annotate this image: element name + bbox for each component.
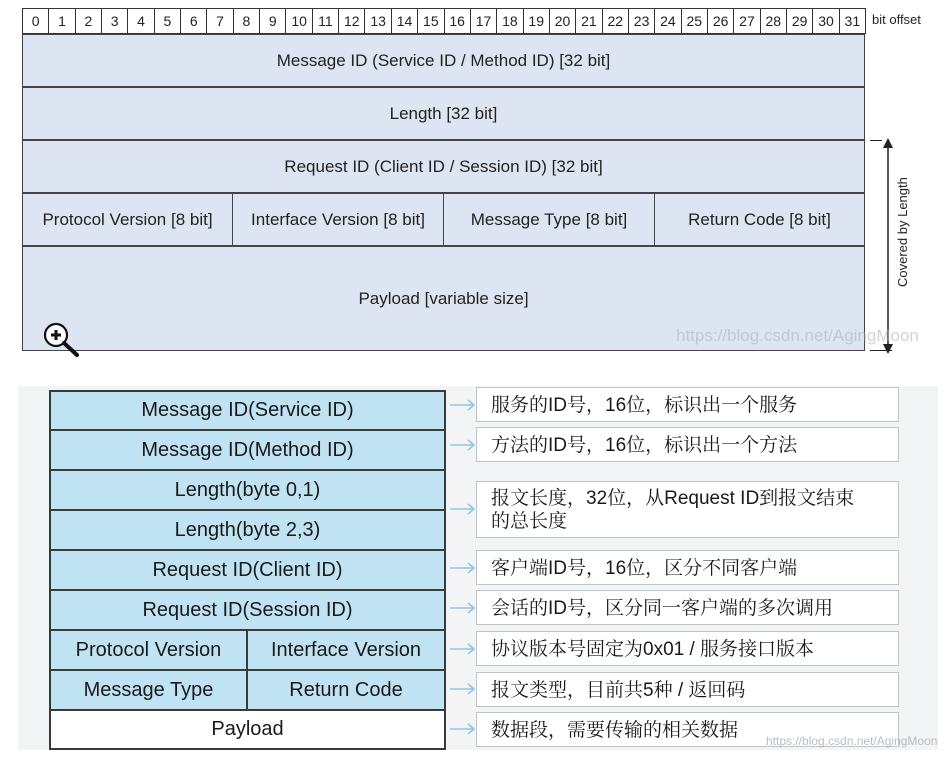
desc-version-text: 协议版本号固定为0x01 / 服务接口版本 xyxy=(491,639,815,660)
bit-number: 3 xyxy=(101,8,128,34)
arrow-version xyxy=(450,644,474,654)
field-return-code xyxy=(246,669,446,711)
arrow-service-id xyxy=(450,400,474,410)
field-client-id-label: Request ID(Client ID) xyxy=(152,558,343,581)
bit-number: 31 xyxy=(839,8,866,34)
bit-number: 24 xyxy=(654,8,681,34)
arrow-payload xyxy=(450,724,474,734)
bit-number: 9 xyxy=(259,8,286,34)
field-protocol-version-label: Protocol Version xyxy=(75,638,222,661)
arrow-length xyxy=(450,504,474,514)
covered-tick-top xyxy=(870,140,882,141)
return-code-cell xyxy=(654,193,865,246)
protocol-version-cell xyxy=(22,193,233,246)
bit-number: 5 xyxy=(154,8,181,34)
bit-number: 28 xyxy=(760,8,787,34)
bit-number: 15 xyxy=(417,8,444,34)
length-label: Length [32 bit] xyxy=(389,103,498,123)
bit-number: 11 xyxy=(312,8,339,34)
message-type-cell xyxy=(443,193,655,246)
bit-number: 25 xyxy=(681,8,708,34)
bit-number: 2 xyxy=(75,8,102,34)
field-method-id-label: Message ID(Method ID) xyxy=(141,438,354,461)
field-message-type-label: Message Type xyxy=(83,678,214,701)
desc-length-text: 报文长度，32位，从Request ID到报文结束的总长度 xyxy=(491,488,855,532)
interface-version-cell xyxy=(232,193,444,246)
desc-version xyxy=(476,631,899,666)
length-row xyxy=(22,87,865,140)
bit-number: 10 xyxy=(285,8,312,34)
bit-number: 18 xyxy=(496,8,523,34)
watermark-top: https://blog.csdn.net/AgingMoon xyxy=(676,326,919,345)
request-id-label: Request ID (Client ID / Session ID) [32 bit] xyxy=(284,156,603,176)
field-session-id xyxy=(49,589,446,631)
desc-client-id xyxy=(476,550,899,585)
description-arrows xyxy=(446,388,480,752)
desc-type-code xyxy=(476,672,899,707)
field-payload-label: Payload xyxy=(211,718,284,740)
field-length-01-label: Length(byte 0,1) xyxy=(174,478,321,501)
covered-by-length-label: Covered by Length xyxy=(895,177,910,287)
bit-number: 13 xyxy=(364,8,391,34)
message-id-label: Message ID (Service ID / Method ID) [32 bit] xyxy=(276,50,611,70)
desc-service-id-text: 服务的ID号，16位，标识出一个服务 xyxy=(491,395,798,416)
field-service-id-label: Message ID(Service ID) xyxy=(141,399,354,421)
field-protocol-version xyxy=(49,629,248,671)
protocol-version-label: Protocol Version [8 bit] xyxy=(42,209,213,229)
bit-number: 0 xyxy=(22,8,49,34)
interface-version-label: Interface Version [8 bit] xyxy=(251,209,425,229)
bit-number: 7 xyxy=(206,8,233,34)
bit-number: 27 xyxy=(733,8,760,34)
bit-number: 17 xyxy=(470,8,497,34)
bit-number: 23 xyxy=(628,8,655,34)
payload-label: Payload [variable size] xyxy=(358,288,529,308)
field-length-01 xyxy=(49,469,446,511)
field-message-type xyxy=(49,669,248,711)
desc-length xyxy=(476,481,899,538)
watermark-bottom: https://blog.csdn.net/AgingMoon xyxy=(766,734,938,748)
arrow-method-id xyxy=(450,440,474,450)
bit-number: 8 xyxy=(233,8,260,34)
bit-offset-label: bit offset xyxy=(872,12,921,27)
bit-number: 14 xyxy=(391,8,418,34)
bit-number: 20 xyxy=(549,8,576,34)
bit-number: 29 xyxy=(786,8,813,34)
bit-number: 16 xyxy=(444,8,471,34)
desc-method-id-text: 方法的ID号，16位，标识出一个方法 xyxy=(491,435,798,456)
bit-number: 22 xyxy=(602,8,629,34)
bit-number: 21 xyxy=(575,8,602,34)
bit-number: 1 xyxy=(48,8,75,34)
desc-type-code-text: 报文类型，目前共5种 / 返回码 xyxy=(491,680,746,701)
field-length-23-label: Length(byte 2,3) xyxy=(174,518,321,541)
field-interface-version xyxy=(246,629,446,671)
message-type-label: Message Type [8 bit] xyxy=(470,209,628,229)
desc-client-id-text: 客户端ID号，16位，区分不同客户端 xyxy=(491,558,798,579)
desc-method-id xyxy=(476,427,899,462)
field-return-code-label: Return Code xyxy=(289,678,403,701)
desc-session-id-text: 会话的ID号，区分同一客户端的多次调用 xyxy=(491,598,834,619)
desc-payload-text: 数据段，需要传输的相关数据 xyxy=(491,720,739,741)
field-interface-version-label: Interface Version xyxy=(270,638,422,661)
bit-number: 6 xyxy=(180,8,207,34)
bit-number: 12 xyxy=(338,8,365,34)
field-service-id xyxy=(49,390,446,431)
bit-number: 26 xyxy=(707,8,734,34)
zoom-in-icon[interactable] xyxy=(40,320,84,360)
message-id-row xyxy=(22,34,865,87)
bit-number: 19 xyxy=(523,8,550,34)
bit-number: 30 xyxy=(812,8,839,34)
desc-service-id xyxy=(476,387,899,422)
arrow-type-code xyxy=(450,684,474,694)
field-client-id xyxy=(49,549,446,591)
field-session-id-label: Request ID(Session ID) xyxy=(142,598,353,621)
arrow-session-id xyxy=(450,603,474,613)
return-code-label: Return Code [8 bit] xyxy=(688,209,831,229)
field-payload xyxy=(49,709,446,750)
arrow-client-id xyxy=(450,563,474,573)
request-id-row xyxy=(22,140,865,193)
desc-session-id xyxy=(476,590,899,625)
field-method-id xyxy=(49,429,446,471)
covered-tick-bottom xyxy=(870,350,892,351)
field-length-23 xyxy=(49,509,446,551)
bit-number: 4 xyxy=(127,8,154,34)
